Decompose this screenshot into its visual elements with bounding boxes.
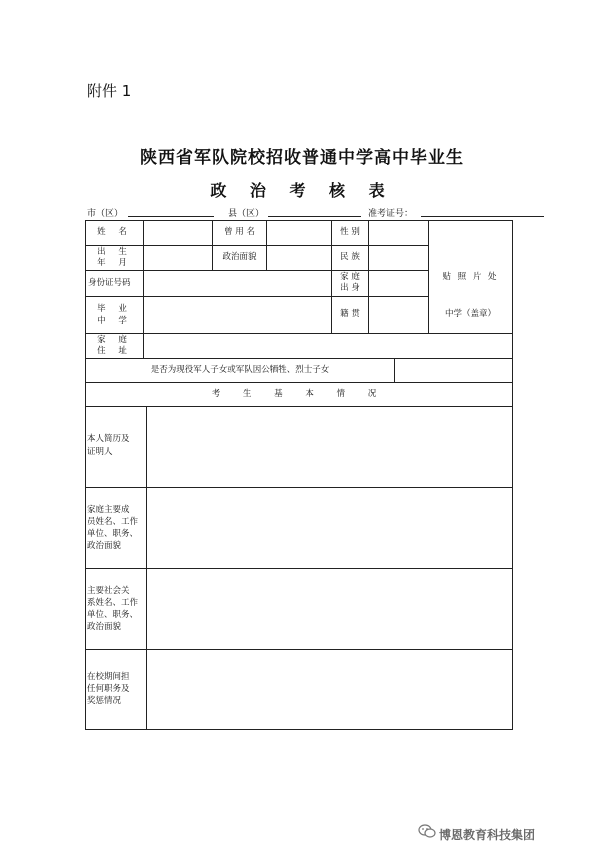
gender-label: 性 别 bbox=[340, 227, 360, 237]
family-label-3: 单位、职务、 bbox=[87, 529, 139, 539]
ethnicity-label: 民 族 bbox=[340, 252, 360, 262]
duty-label-2: 任何职务及 bbox=[87, 684, 130, 694]
id-number-field[interactable] bbox=[144, 271, 331, 296]
school-label-1: 毕 业 bbox=[97, 304, 132, 314]
name-field[interactable] bbox=[144, 221, 212, 245]
duty-label-1: 在校期间担 bbox=[87, 672, 130, 682]
attachment-label: 附件 1 bbox=[87, 82, 132, 100]
form-subtitle: 政 治 考 核 表 bbox=[210, 181, 394, 200]
resume-label-1: 本人简历及 bbox=[87, 434, 130, 444]
native-place-field[interactable] bbox=[369, 297, 428, 333]
school-field[interactable] bbox=[144, 297, 331, 333]
school-label-2: 中 学 bbox=[97, 316, 132, 326]
exam-no-label: 准考证号： bbox=[368, 209, 414, 219]
address-field[interactable] bbox=[144, 334, 512, 358]
native-place-label: 籍 贯 bbox=[340, 309, 360, 319]
school-seal-label: 中学（盖章） bbox=[444, 309, 496, 319]
social-field[interactable] bbox=[147, 569, 512, 649]
city-label: 市（区） bbox=[87, 209, 124, 219]
birth-label-1: 出 生 bbox=[97, 247, 132, 257]
wechat-icon bbox=[418, 824, 436, 838]
birth-label-2: 年 月 bbox=[97, 258, 132, 268]
ethnicity-field[interactable] bbox=[369, 246, 428, 270]
photo-placeholder: 贴 照 片 处 bbox=[442, 272, 499, 282]
family-origin-label-1: 家 庭 bbox=[340, 272, 360, 282]
social-label-4: 政治面貌 bbox=[87, 622, 122, 632]
county-field[interactable] bbox=[268, 216, 361, 217]
watermark-text: 博恩教育科技集团 bbox=[439, 828, 536, 842]
family-label-1: 家庭主要成 bbox=[87, 505, 130, 515]
family-origin-label-2: 出 身 bbox=[340, 283, 360, 293]
id-number-label: 身份证号码 bbox=[88, 278, 131, 288]
family-origin-field[interactable] bbox=[369, 271, 428, 296]
family-label-2: 员姓名、工作 bbox=[87, 517, 139, 527]
family-label-4: 政治面貌 bbox=[87, 541, 122, 551]
duty-field[interactable] bbox=[147, 650, 512, 729]
city-field[interactable] bbox=[128, 216, 214, 217]
former-name-field[interactable] bbox=[267, 221, 331, 245]
duty-label-3: 奖惩情况 bbox=[87, 696, 122, 706]
social-label-2: 系姓名、工作 bbox=[87, 598, 139, 608]
resume-field[interactable] bbox=[147, 407, 512, 487]
address-label-1: 家 庭 bbox=[97, 335, 132, 345]
military-question: 是否为现役军人子女或军队因公牺牲、烈士子女 bbox=[150, 365, 330, 375]
name-label: 姓 名 bbox=[97, 227, 132, 237]
former-name-label: 曾 用 名 bbox=[224, 227, 255, 237]
political-field[interactable] bbox=[267, 246, 331, 270]
resume-label-2: 证明人 bbox=[87, 447, 113, 457]
exam-no-field[interactable] bbox=[421, 216, 544, 217]
gender-field[interactable] bbox=[369, 221, 428, 245]
social-label-3: 单位、职务、 bbox=[87, 610, 139, 620]
basic-info-heading: 考 生 基 本 情 况 bbox=[211, 389, 387, 399]
family-field[interactable] bbox=[147, 488, 512, 568]
birth-field[interactable] bbox=[144, 246, 212, 270]
military-answer-field[interactable] bbox=[395, 359, 512, 382]
county-label: 县（区） bbox=[228, 209, 265, 219]
form-title: 陕西省军队院校招收普通中学高中毕业生 bbox=[140, 148, 464, 168]
social-label-1: 主要社会关 bbox=[87, 586, 130, 596]
political-label: 政治面貌 bbox=[222, 252, 257, 262]
address-label-2: 住 址 bbox=[97, 346, 132, 356]
